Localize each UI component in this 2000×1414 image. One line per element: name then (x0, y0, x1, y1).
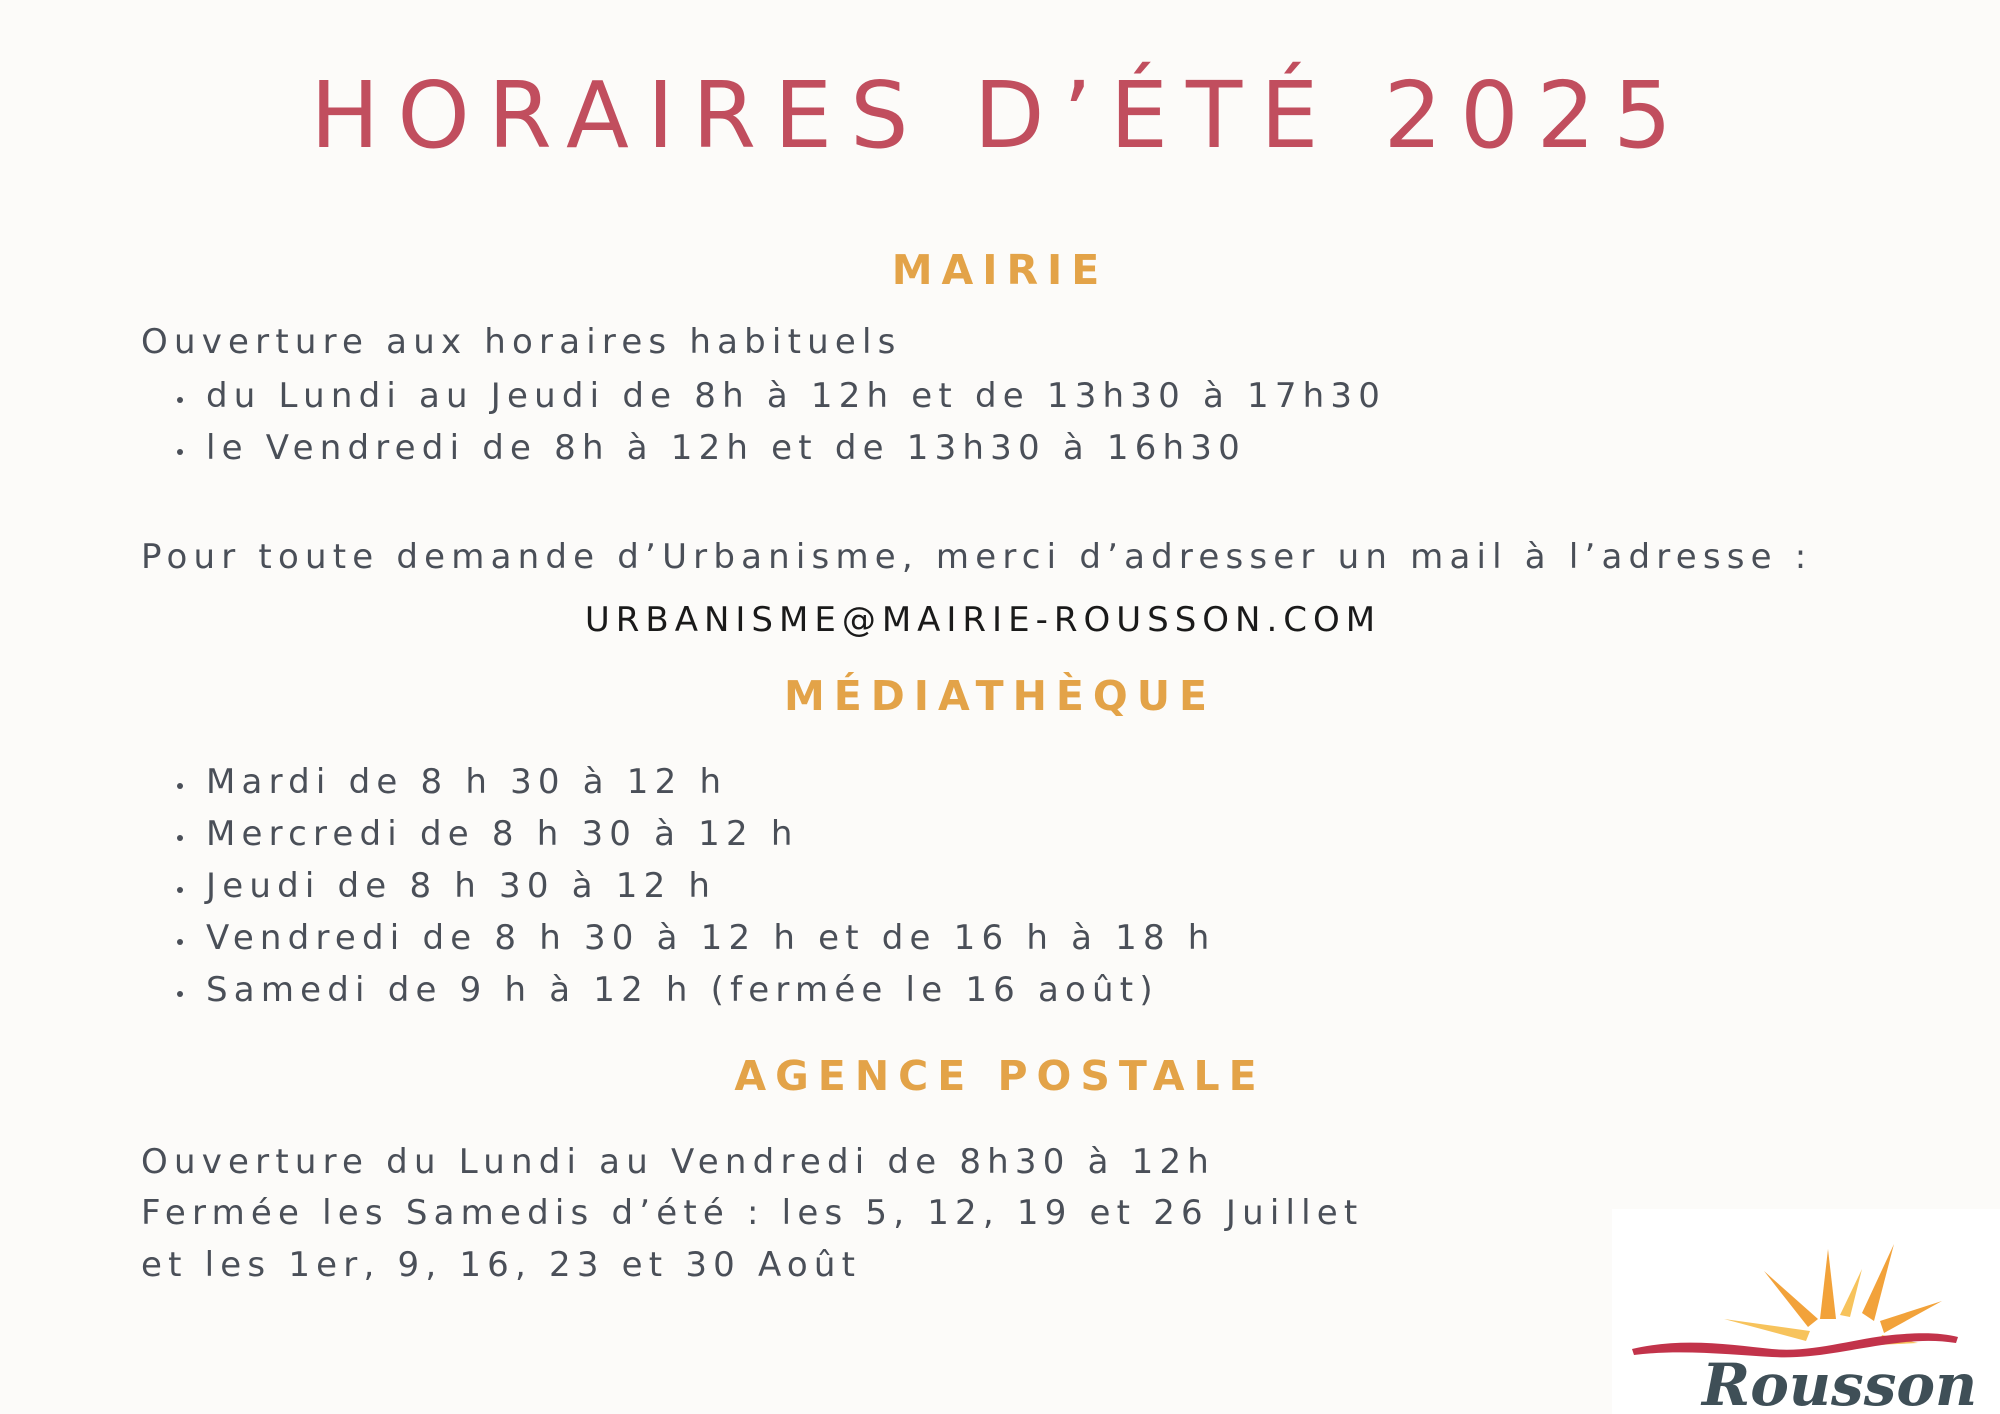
agence-postale-line: Ouverture du Lundi au Vendredi de 8h30 à 12h (141, 1142, 1216, 1182)
mairie-hours-item: du Lundi au Jeudi de 8h à 12h et de 13h30 à 17h30 (177, 370, 1386, 422)
mairie-hours-item: le Vendredi de 8h à 12h et de 13h30 à 16h30 (177, 422, 1386, 474)
mediatheque-hours-item: Jeudi de 8 h 30 à 12 h (177, 860, 1216, 912)
mediatheque-hours-item: Samedi de 9 h à 12 h (fermée le 16 août) (177, 964, 1216, 1016)
agence-postale-heading: AGENCE POSTALE (734, 1052, 1266, 1100)
mediatheque-hours-item: Mercredi de 8 h 30 à 12 h (177, 808, 1216, 860)
mediatheque-hours-list (177, 756, 1216, 1016)
urbanisme-email-link[interactable]: URBANISME@MAIRIE-ROUSSON.COM (584, 600, 1382, 640)
page-title: HORAIRES D’ÉTÉ 2025 (310, 62, 1690, 169)
urbanisme-text: Pour toute demande d’Urbanisme, merci d’adresser un mail à l’adresse : (141, 537, 1813, 577)
rousson-logo-graphic (1612, 1209, 2000, 1414)
agence-postale-line: et les 1er, 9, 16, 23 et 30 Août (141, 1245, 862, 1285)
rousson-logo (1612, 1209, 2000, 1414)
mairie-hours-list (177, 370, 1386, 474)
logo-text: Rousson (1702, 1351, 1978, 1414)
agence-postale-line: Fermée les Samedis d’été : les 5, 12, 19 et 26 Juillet (141, 1193, 1364, 1233)
mairie-intro: Ouverture aux horaires habituels (141, 322, 902, 362)
mediatheque-hours-item: Vendredi de 8 h 30 à 12 h et de 16 h à 18 h (177, 912, 1216, 964)
mediatheque-hours-item: Mardi de 8 h 30 à 12 h (177, 756, 1216, 808)
mediatheque-heading: MÉDIATHÈQUE (783, 672, 1217, 720)
mairie-heading: MAIRIE (891, 246, 1109, 294)
